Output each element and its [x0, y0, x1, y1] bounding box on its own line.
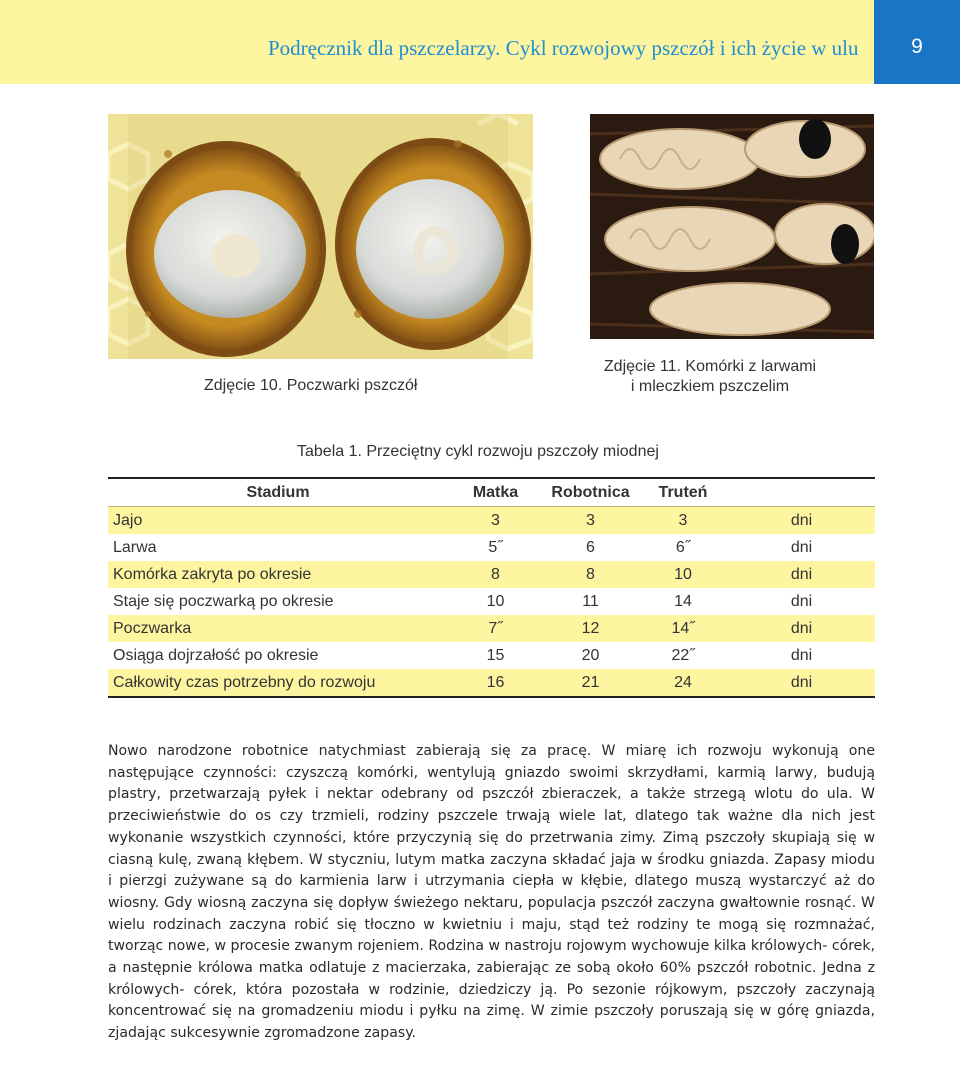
page-header: [0, 0, 960, 84]
cell-worker: 11: [582, 592, 599, 610]
cell-queen: 10: [486, 592, 505, 610]
cell-stage: Osiąga dojrzałość po okresie: [113, 646, 319, 664]
cell-drone: 22˝: [671, 646, 695, 664]
cell-drone: 14˝: [638, 615, 728, 642]
table-caption: Tabela 1. Przeciętny cykl rozwoju pszczoły miodnej: [297, 443, 659, 460]
page-number: 9: [911, 35, 923, 58]
cell-drone: 3: [638, 507, 728, 535]
cell-queen: 7˝: [448, 615, 543, 642]
cell-unit: dni: [728, 669, 875, 697]
body-paragraph: Nowo narodzone robotnice natychmiast zabierają się za pracę. W miarę ich rozwoju wykonują one następujące czynności: czyszczą komórki, wentylują gniazdo swoimi skrzydłami, karmią larwy, budują plastry, przetwarzają pyłek i nektar odebrany od pszczół zbieraczek, a także strzegą wlotu do ula. W przeciwieństwie do os czy trzmieli, rodziny pszczele trwają wiele lat, dlatego tak ważne dla nich jest wykonanie wszystkich czynności, które przyczynią się do przetrwania zimy. Zimą pszczoły skupiają się w ciasną kulę, zwaną kłębem. W styczniu, lutym matka zaczyna składać jaja w środku gniazda. Zapasy miodu i pierzgi zużywane są do karmienia larw i utrzymania ciepła w kłębie, dlatego muszą wystarczyć aż do wiosny. Gdy wiosną zaczyna się dopływ świeżego nektaru, populacja pszczół zaczyna gwałtownie rosnąć. W wielu rodzinach zaczyna robić się tłoczno w kwietniu i maju, stąd też rodziny te mogą się rozmnażać, tworząc nowe, w procesie zwanym rojeniem. Rodzina w nastroju rojowym wychowuje kilka królowych- córek, a następnie królowa matka odlatuje z macierzaka, zabierając ze sobą około 60% pszczół robotnic. Jedna z królowych- córek, która pozostała w rodzinie, dziedziczy ją. Po sezonie rójkowym, pszczoły zaczynają koncentrować się na gromadzeniu miodu i pyłku na zimę. W zimie pszczoły poruszają się w górę gniazda, zjadając sukcesywnie zgromadzone zapasy.: [108, 743, 875, 1042]
cell-drone: 14: [674, 592, 692, 610]
table-row: [108, 561, 875, 588]
table-header-row: [108, 478, 875, 507]
table-row: [108, 507, 875, 535]
cell-queen: 16: [448, 669, 543, 697]
cell-stage: Całkowity czas potrzebny do rozwoju: [108, 669, 448, 697]
cell-unit: dni: [790, 592, 813, 610]
header-unit: [728, 478, 875, 507]
table-row: [108, 588, 875, 615]
table-row: [108, 534, 875, 561]
cell-stage: Staje się poczwarką po okresie: [113, 592, 334, 610]
cell-worker: 3: [543, 507, 638, 535]
table-row: [108, 669, 875, 697]
cell-drone: 10: [638, 561, 728, 588]
cell-unit: dni: [728, 507, 875, 535]
cell-worker: 21: [543, 669, 638, 697]
cell-stage: Poczwarka: [108, 615, 448, 642]
table-row: [108, 615, 875, 642]
cell-unit: dni: [790, 538, 813, 556]
cell-queen: 5˝: [488, 538, 503, 556]
photo-11-caption-line-1: Zdjęcie 11. Komórki z larwami: [603, 358, 817, 375]
cell-worker: 8: [543, 561, 638, 588]
cell-worker: 6: [586, 538, 595, 556]
photo-11-caption-line-2: i mleczkiem pszczelim: [630, 378, 790, 395]
cell-stage: Komórka zakryta po okresie: [108, 561, 448, 588]
photo-10-caption: Zdjęcie 10. Poczwarki pszczół: [204, 377, 418, 394]
cell-unit: dni: [728, 615, 875, 642]
cell-worker: 20: [581, 646, 600, 664]
larvae-image: [590, 114, 874, 339]
development-cycle-table: [108, 477, 875, 698]
photo-queen-cells: [108, 114, 533, 359]
cell-stage: Jajo: [108, 507, 448, 535]
photo-11-caption: [560, 357, 860, 397]
cell-unit: dni: [790, 646, 813, 664]
cell-unit: dni: [728, 561, 875, 588]
cell-drone: 24: [638, 669, 728, 697]
cell-queen: 3: [448, 507, 543, 535]
cell-queen: 8: [448, 561, 543, 588]
queen-cells-image: [108, 114, 533, 359]
header-worker: Robotnica: [543, 478, 638, 507]
running-title: Podręcznik dla pszczelarzy. Cykl rozwojowy pszczół i ich życie w ulu: [268, 36, 859, 60]
cell-worker: 12: [543, 615, 638, 642]
page-number-box: [874, 0, 960, 84]
table-row: [108, 642, 875, 669]
cell-stage: Larwa: [113, 538, 157, 556]
cell-drone: 6˝: [675, 538, 691, 556]
header-queen: Matka: [448, 478, 543, 507]
header-drone: Truteń: [638, 478, 728, 507]
photo-larvae: [590, 114, 874, 339]
header-stage: Stadium: [108, 478, 448, 507]
cell-queen: 15: [486, 646, 505, 664]
